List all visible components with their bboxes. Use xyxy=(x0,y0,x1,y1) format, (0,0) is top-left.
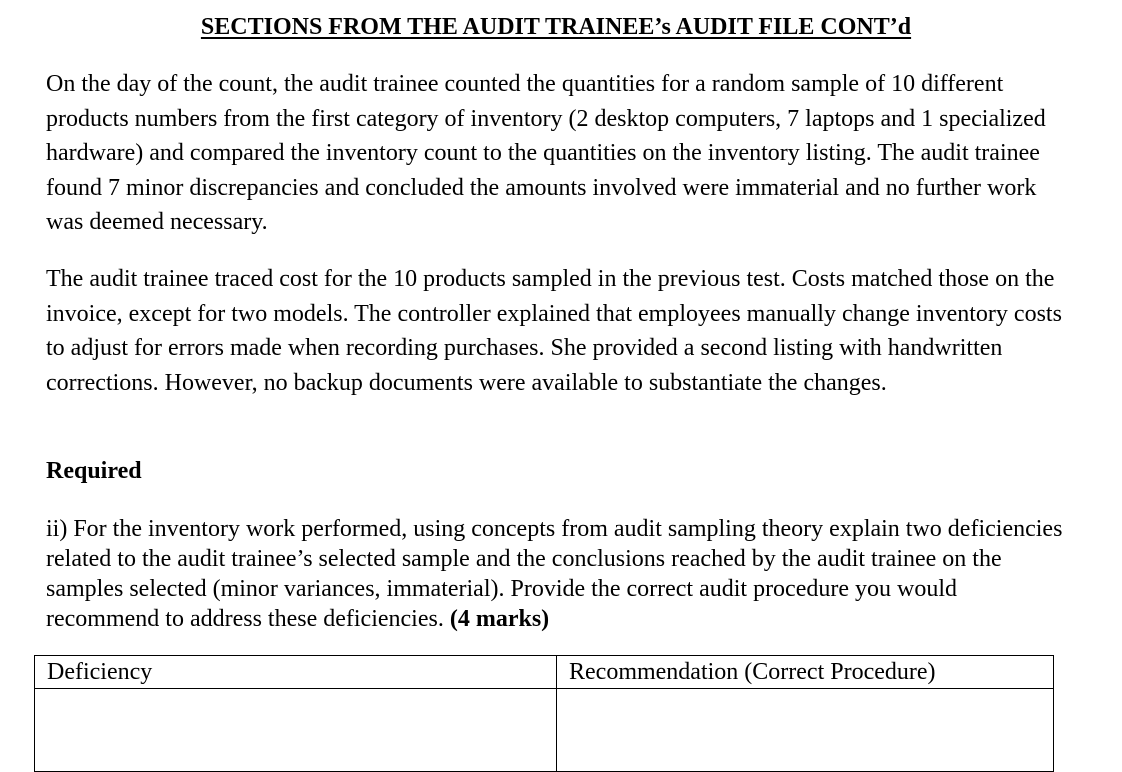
question-marks: (4 marks) xyxy=(443,606,550,632)
answer-table xyxy=(34,655,1054,772)
table-header-row xyxy=(35,656,1054,689)
document-title: SECTIONS FROM THE AUDIT TRAINEE’s AUDIT FILE CONT’d xyxy=(200,14,912,40)
table-header-deficiency: Deficiency xyxy=(35,656,557,689)
table-header-recommendation: Recommendation (Correct Procedure) xyxy=(557,656,1054,689)
deficiency-answer-cell[interactable] xyxy=(35,689,557,772)
question-ii xyxy=(46,514,1066,634)
paragraph-inventory-count: On the day of the count, the audit trainee counted the quantities for a random sample of 10 different products numbers from the first category of inventory (2 desktop computers, 7 laptops and 1 specialized hardware) and compared the inventory count to the quantities on the inventory listing. The audit trainee found 7 minor discrepancies and concluded the amounts involved were immaterial and no further work was deemed necessary. xyxy=(46,71,1046,235)
table-row xyxy=(35,689,1054,772)
required-heading: Required xyxy=(46,458,142,484)
question-text: ii) For the inventory work performed, using concepts from audit sampling theory explain two deficiencies related to the audit trainee’s selected sample and the conclusions reached by the audit trainee on the samples selected (minor variances, immaterial). Provide the correct audit procedure you would recommend to address these deficiencies. xyxy=(46,516,1063,632)
paragraph-cost-tracing: The audit trainee traced cost for the 10 products sampled in the previous test. Costs matched those on the invoice, except for two models. The controller explained that employees manually change inventory costs to adjust for errors made when recording purchases. She provided a second listing with handwritten corrections. However, no backup documents were available to substantiate the changes. xyxy=(46,266,1062,396)
recommendation-answer-cell[interactable] xyxy=(557,689,1054,772)
